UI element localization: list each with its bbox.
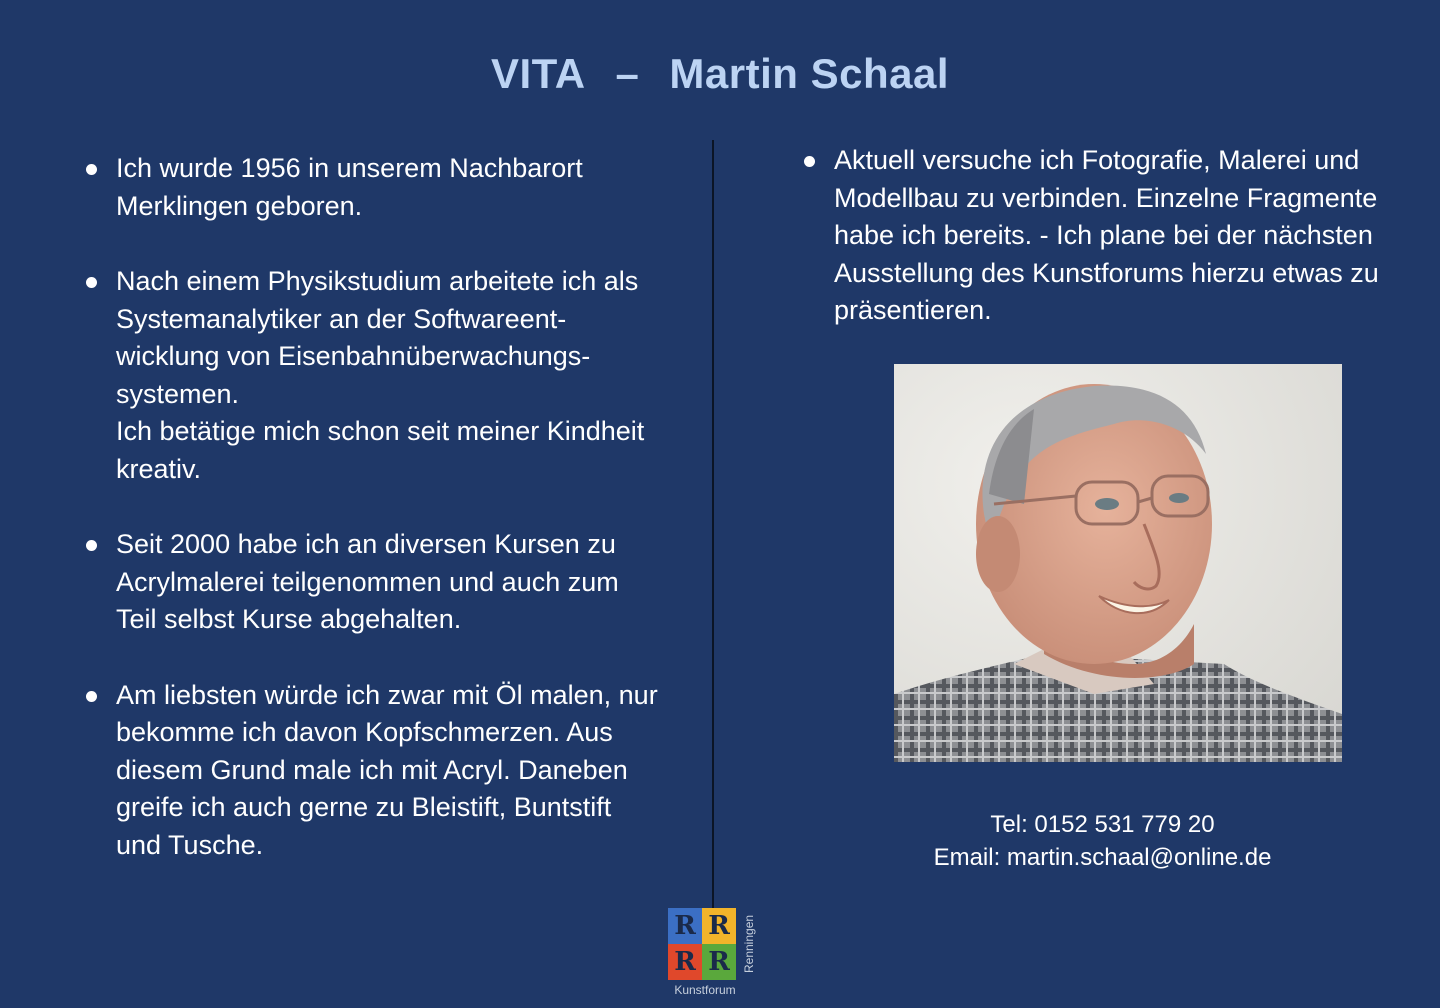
logo-letter-cell: R — [668, 908, 702, 944]
bullet-text-line: Ich wurde 1956 in unserem Nachbarort — [116, 153, 583, 183]
left-column — [82, 150, 702, 902]
bullet-text-line: Seit 2000 habe ich an diversen Kursen zu — [116, 529, 616, 559]
kunstforum-logo — [664, 904, 760, 1000]
bullet-text-line: Ich betätige mich schon seit meiner Kindheit — [116, 416, 645, 446]
logo-grid — [668, 908, 736, 980]
right-column — [800, 142, 1410, 330]
bullet-text-line: diesem Grund male ich mit Acryl. Daneben — [116, 754, 628, 785]
bullet-item — [82, 526, 702, 639]
bullet-text-line: Systemanalytiker an der Softwareent- — [116, 303, 567, 334]
bullet-text-line: Aktuell versuche ich Fotografie, Malerei und — [834, 145, 1360, 175]
bullet-text-line: Am liebsten würde ich zwar mit Öl malen, nur — [116, 679, 658, 710]
bullet-dot-icon — [86, 691, 97, 702]
right-bullet-list — [800, 142, 1410, 330]
bullet-text-line: bekomme ich davon Kopfschmerzen. Aus — [116, 717, 613, 747]
column-divider — [712, 140, 714, 908]
bullet-text-line: Teil selbst Kurse abgehalten. — [116, 604, 462, 634]
title-dash: – — [615, 50, 640, 97]
bullet-text-line: greife ich auch gerne zu Bleistift, Buntstift — [116, 792, 612, 822]
title-vita: VITA — [490, 50, 586, 97]
title-name: Martin Schaal — [669, 50, 949, 97]
bullet-item — [800, 142, 1410, 330]
bullet-text-line: Ausstellung des Kunstforums hierzu etwas zu — [834, 257, 1379, 288]
contact-phone: Tel: 0152 531 779 20 — [990, 811, 1215, 838]
bullet-dot-icon — [804, 156, 815, 167]
bullet-item — [82, 677, 702, 865]
logo-letter-cell: R — [702, 944, 736, 980]
portrait-photo — [894, 364, 1342, 762]
bullet-text-line: Merklingen geboren. — [116, 190, 363, 221]
bullet-text-line: habe ich bereits. - Ich plane bei der nächsten — [834, 220, 1373, 250]
bullet-dot-icon — [86, 540, 97, 551]
bullet-text-line: kreativ. — [116, 453, 202, 484]
contact-email: Email: martin.schaal@online.de — [933, 844, 1272, 871]
logo-letter-cell: R — [668, 944, 702, 980]
logo-bottom-text: Kunstforum — [674, 983, 736, 997]
left-bullet-list — [82, 150, 702, 864]
bullet-text-line: präsentieren. — [834, 295, 992, 325]
bullet-dot-icon — [86, 277, 97, 288]
bullet-text-line: Acrylmalerei teilgenommen und auch zum — [116, 566, 619, 597]
page-title — [0, 50, 1440, 98]
bullet-text-line: und Tusche. — [116, 829, 264, 860]
bullet-text-line: Modellbau zu verbinden. Einzelne Fragmente — [834, 182, 1378, 213]
logo-letter-cell: R — [702, 908, 736, 944]
bullet-item — [82, 263, 702, 488]
bullet-text-line: Nach einem Physikstudium arbeitete ich als — [116, 266, 639, 296]
bullet-text-line: systemen. — [116, 378, 240, 409]
bullet-dot-icon — [86, 164, 97, 175]
bullet-text-line: wicklung von Eisenbahnüberwachungs- — [116, 341, 591, 371]
contact-info — [890, 808, 1315, 874]
logo-vertical-text: Renningen — [742, 914, 756, 974]
bullet-item — [82, 150, 702, 225]
